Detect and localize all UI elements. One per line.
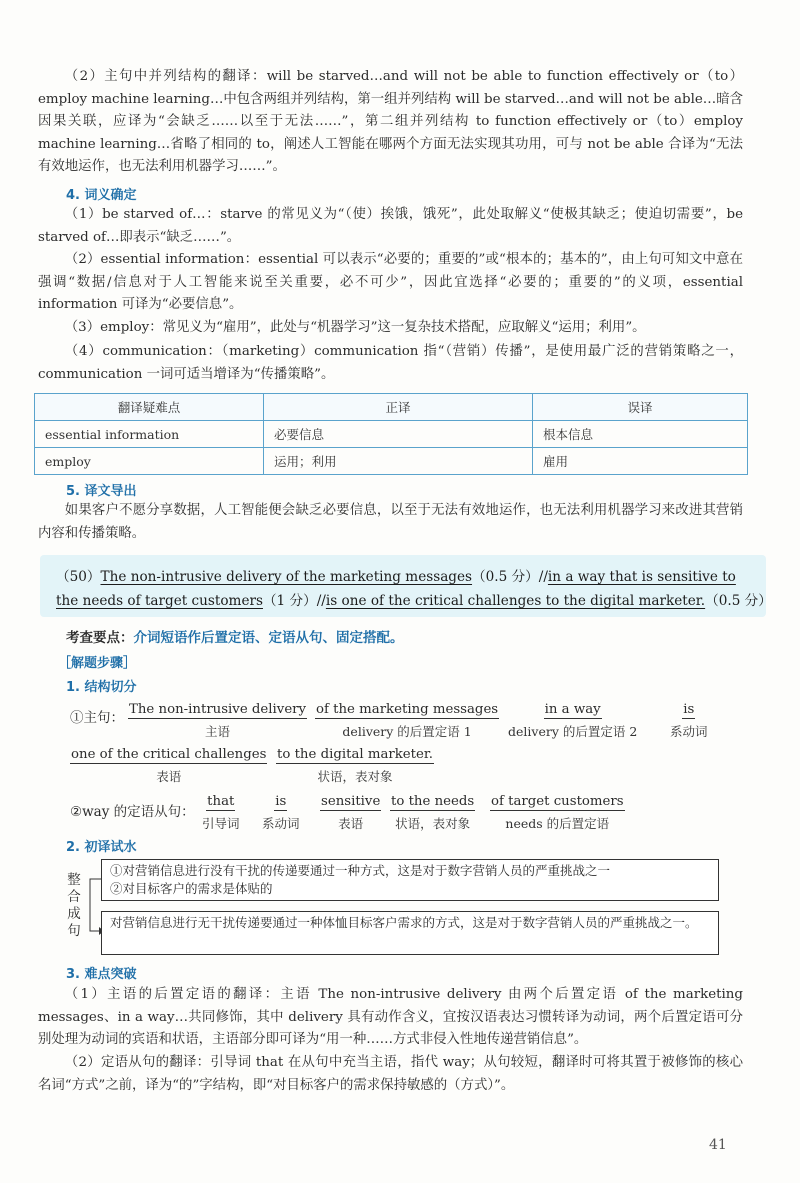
segment-text: is (683, 702, 695, 717)
paragraph-attributive-clause: （2）定语从句的翻译：引导词 that 在从句中充当主语，指代 way；从句较短，翻译时可将其置于被修饰的核心名词“方式”之前，译为“的”字结构，即“对目标客户的需求保持敏感的（方式）”。 (38, 1055, 743, 1093)
segment-relative (202, 790, 240, 832)
key-points-label: 考查要点： (66, 630, 134, 646)
main-clause-label: ①主句： (70, 710, 124, 726)
question-part-1: The non-intrusive delivery of the marketing messages (100, 569, 473, 585)
key-points-value: 介词短语作后置定语、定语从句、固定搭配。 (133, 630, 404, 646)
segment-label: 状语，表对象 (395, 816, 471, 831)
table-row (35, 421, 748, 448)
question-score-1: （0.5 分）// (472, 569, 548, 585)
question-part-2: in a way that is sensitive to (547, 569, 736, 585)
merge-char: 句 (67, 923, 81, 939)
segment-text: of target customers (491, 794, 624, 809)
question-part-2b: the needs of target customers (56, 593, 263, 609)
paragraph-employ: （3）employ：常见义为“雇用”，此处与“机器学习”这一复杂技术搭配，应取解义“运用；利用”。 (64, 320, 646, 335)
segment-text: The non-intrusive delivery (129, 702, 307, 717)
segment-verb (670, 698, 708, 740)
paragraph-final-translation: 如果客户不愿分享数据，人工智能便会缺乏必要信息，以至于无法有效地运作，也无法利用机器学习来改进其营销内容和传播策略。 (38, 503, 743, 541)
question-part-3: is one of the critical challenges to the digital marketer. (325, 593, 706, 609)
question-50-line-1 (56, 565, 736, 585)
segment-postmodifier-2 (508, 698, 637, 740)
heading-word-meaning: 4. 词义确定 (66, 188, 137, 203)
segment-sub-postmodifier (490, 790, 625, 832)
table-header: 翻译疑难点 (35, 394, 264, 421)
segment-label: 表语 (156, 769, 182, 784)
segment-text: to the digital marketer. (277, 747, 434, 762)
table-row (35, 448, 748, 475)
segment-label: 引导词 (202, 816, 240, 831)
segment-label: 主语 (205, 724, 231, 739)
segment-sub-verb (262, 790, 300, 832)
first-try-line-1: ①对营销信息进行没有干扰的传递要通过一种方式，这是对于数字营销人员的严重挑战之一 (110, 863, 611, 878)
heading-difficulties: 3. 难点突破 (66, 967, 137, 982)
steps-title: ［解题步骤］ (58, 656, 137, 671)
heading-structure: 1. 结构切分 (66, 680, 137, 695)
segment-text: that (207, 794, 235, 809)
segment-sub-adverbial (390, 790, 475, 832)
translation-comparison-table (34, 393, 748, 475)
segment-subject (128, 698, 307, 740)
segment-label: 表语 (338, 816, 364, 831)
question-50-line-2 (56, 589, 772, 609)
key-points (66, 626, 404, 646)
segment-predicative (70, 743, 267, 785)
merge-label (67, 872, 81, 940)
question-score-2: （1 分）// (262, 593, 326, 609)
segment-label: 状语，表对象 (317, 769, 393, 784)
segment-text: to the needs (391, 794, 475, 809)
paragraph-communication: （4）communication：（marketing）communication 指“（营销）传播”，是使用最广泛的营销策略之一，communication 一词可适当增译为“传播策略”。 (38, 344, 743, 382)
paragraph-essential-information: （2）essential information：essential 可以表示“必要的；重要的”或“根本的；基本的”，由上句可知文中意在强调“数据/信息对于人工智能来说至关重要，必不可少”，因此宜选择“必要的；重要的”的义项，essential information 可译为“必要信息”。 (38, 252, 743, 312)
page-number: 41 (709, 1137, 727, 1153)
table-cell: 必要信息 (264, 421, 533, 448)
table-header-row (35, 394, 748, 421)
table-cell: 雇用 (533, 448, 748, 475)
segment-text: in a way (544, 702, 601, 717)
question-score-3: （0.5 分） (705, 593, 772, 609)
segment-text: is (275, 794, 287, 809)
table-header: 误译 (533, 394, 748, 421)
first-try-box (101, 859, 719, 901)
heading-translation-output: 5. 译文导出 (66, 484, 137, 499)
segment-label: delivery 的后置定语 2 (508, 724, 638, 739)
table-cell: 根本信息 (533, 421, 748, 448)
table-header: 正译 (264, 394, 533, 421)
table-cell: 运用；利用 (264, 448, 533, 475)
table-cell: essential information (35, 421, 264, 448)
segment-text: of the marketing messages (316, 702, 499, 717)
segment-label: delivery 的后置定语 1 (342, 724, 472, 739)
first-try-line-2: ②对目标客户的需求是体贴的 (110, 881, 273, 896)
paragraph-coordinate-translation: （2）主句中并列结构的翻译：will be starved…and will not be able to function effectively or（to）employ machine learning…中包含两组并列结构，第一组并列结构 will be starved…and will not be able…暗含因果关联，应译为“会缺乏……以至于无法……”，第二组并列结构 to function effectively or（to）employ machine learning…省略了相同的 to，阐述人工智能在哪两个方面无法实现其功用，可与 not be able 合译为“无法有效地运作，也无法利用机器学习……”。 (38, 69, 743, 174)
attributive-clause-label: ②way 的定语从句： (70, 804, 195, 820)
segment-sub-predicative (320, 790, 381, 832)
segment-text: sensitive (321, 794, 381, 809)
paragraph-subject-postmodifier: （1）主语的后置定语的翻译：主语 The non-intrusive delivery 由两个后置定语 of the marketing messages、in a way…共同修饰，其中 delivery 具有动作含义，宜按汉语表达习惯转译为动词，两个后置定语可分别处理为动词的宾语和状语，主语部分即可译为“用一种……方式非侵入性地传递营销信息”。 (38, 987, 743, 1047)
heading-first-try: 2. 初译试水 (66, 840, 137, 855)
segment-text: one of the critical challenges (71, 747, 267, 762)
merge-char: 合 (67, 889, 81, 905)
segment-postmodifier-1 (315, 698, 499, 740)
merge-char: 整 (67, 872, 81, 888)
segment-label: 系动词 (262, 816, 300, 831)
table-cell: employ (35, 448, 264, 475)
segment-adverbial (276, 743, 434, 785)
merged-sentence-box: 对营销信息进行无干扰传递要通过一种体恤目标客户需求的方式，这是对于数字营销人员的严重挑战之一。 (101, 911, 719, 955)
merge-char: 成 (67, 906, 81, 922)
question-number: （50） (56, 569, 101, 585)
segment-label: needs 的后置定语 (505, 816, 610, 831)
paragraph-be-starved-of: （1）be starved of…：starve 的常见义为“（使）挨饿，饿死”，此处取解义“使极其缺乏；使迫切需要”，be starved of…即表示“缺乏……”。 (38, 207, 743, 245)
segment-label: 系动词 (670, 724, 708, 739)
